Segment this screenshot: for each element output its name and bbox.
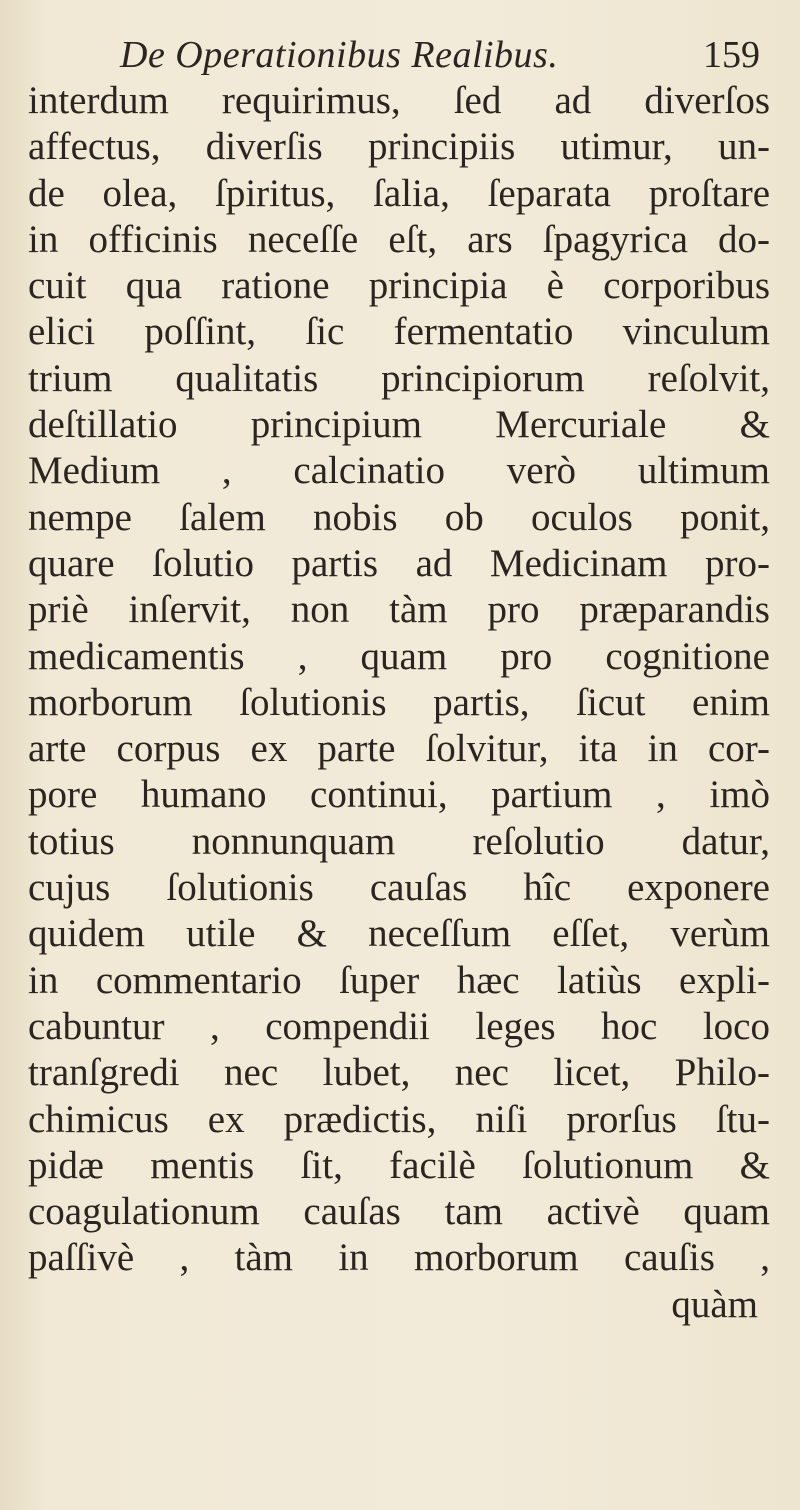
- text-line: deſtillatio principium Mercuriale &: [28, 403, 770, 447]
- text-line: pidæ mentis ſit, facilè ſolutionum &: [28, 1143, 770, 1187]
- running-title: De Operationibus Realibus.: [120, 34, 559, 76]
- text-line: Medium , calcinatio verò ultimum: [28, 449, 770, 493]
- text-line: quidem utile & neceſſum eſſet, verùm: [28, 912, 770, 956]
- text-line: in officinis neceſſe eſt, ars ſpagyrica do-: [28, 217, 770, 261]
- text-line: chimicus ex prædictis, niſi prorſus ſtu-: [28, 1097, 770, 1141]
- text-line: elici poſſint, ſic fermentatio vinculum: [28, 310, 770, 354]
- text-line: tranſgredi nec lubet, nec licet, Philo-: [28, 1051, 770, 1095]
- text-line: coagulationum cauſas tam activè quam: [28, 1190, 770, 1234]
- text-line: morborum ſolutionis partis, ſicut enim: [28, 680, 770, 724]
- text-line: nempe ſalem nobis ob oculos ponit,: [28, 495, 770, 539]
- text-line: in commentario ſuper hæc latiùs expli-: [28, 958, 770, 1002]
- catchword: quàm: [671, 1282, 758, 1326]
- text-line: priè inſervit, non tàm pro præparandis: [28, 588, 770, 632]
- text-line: medicamentis , quam pro cognitione: [28, 634, 770, 678]
- text-line: arte corpus ex parte ſolvitur, ita in cor-: [28, 727, 770, 771]
- text-line: totius nonnunquam reſolutio datur,: [28, 819, 770, 863]
- text-line: cujus ſolutionis cauſas hîc exponere: [28, 866, 770, 910]
- page-number: 159: [703, 34, 760, 76]
- text-line: cuit qua ratione principia è corporibus: [28, 264, 770, 308]
- body-text: [28, 78, 770, 1328]
- text-line: trium qualitatis principiorum reſolvit,: [28, 356, 770, 400]
- text-line: quare ſolutio partis ad Medicinam pro-: [28, 541, 770, 585]
- text-line: paſſivè , tàm in morborum cauſis ,: [28, 1236, 770, 1280]
- text-line: affectus, diverſis principiis utimur, un-: [28, 125, 770, 169]
- text-line: de olea, ſpiritus, ſalia, ſeparata proſtare: [28, 171, 770, 215]
- page-header: [120, 32, 760, 78]
- text-line: pore humano continui, partium , imò: [28, 773, 770, 817]
- text-line: interdum requirimus, ſed ad diverſos: [28, 79, 770, 122]
- text-line: cabuntur , compendii leges hoc loco: [28, 1004, 770, 1048]
